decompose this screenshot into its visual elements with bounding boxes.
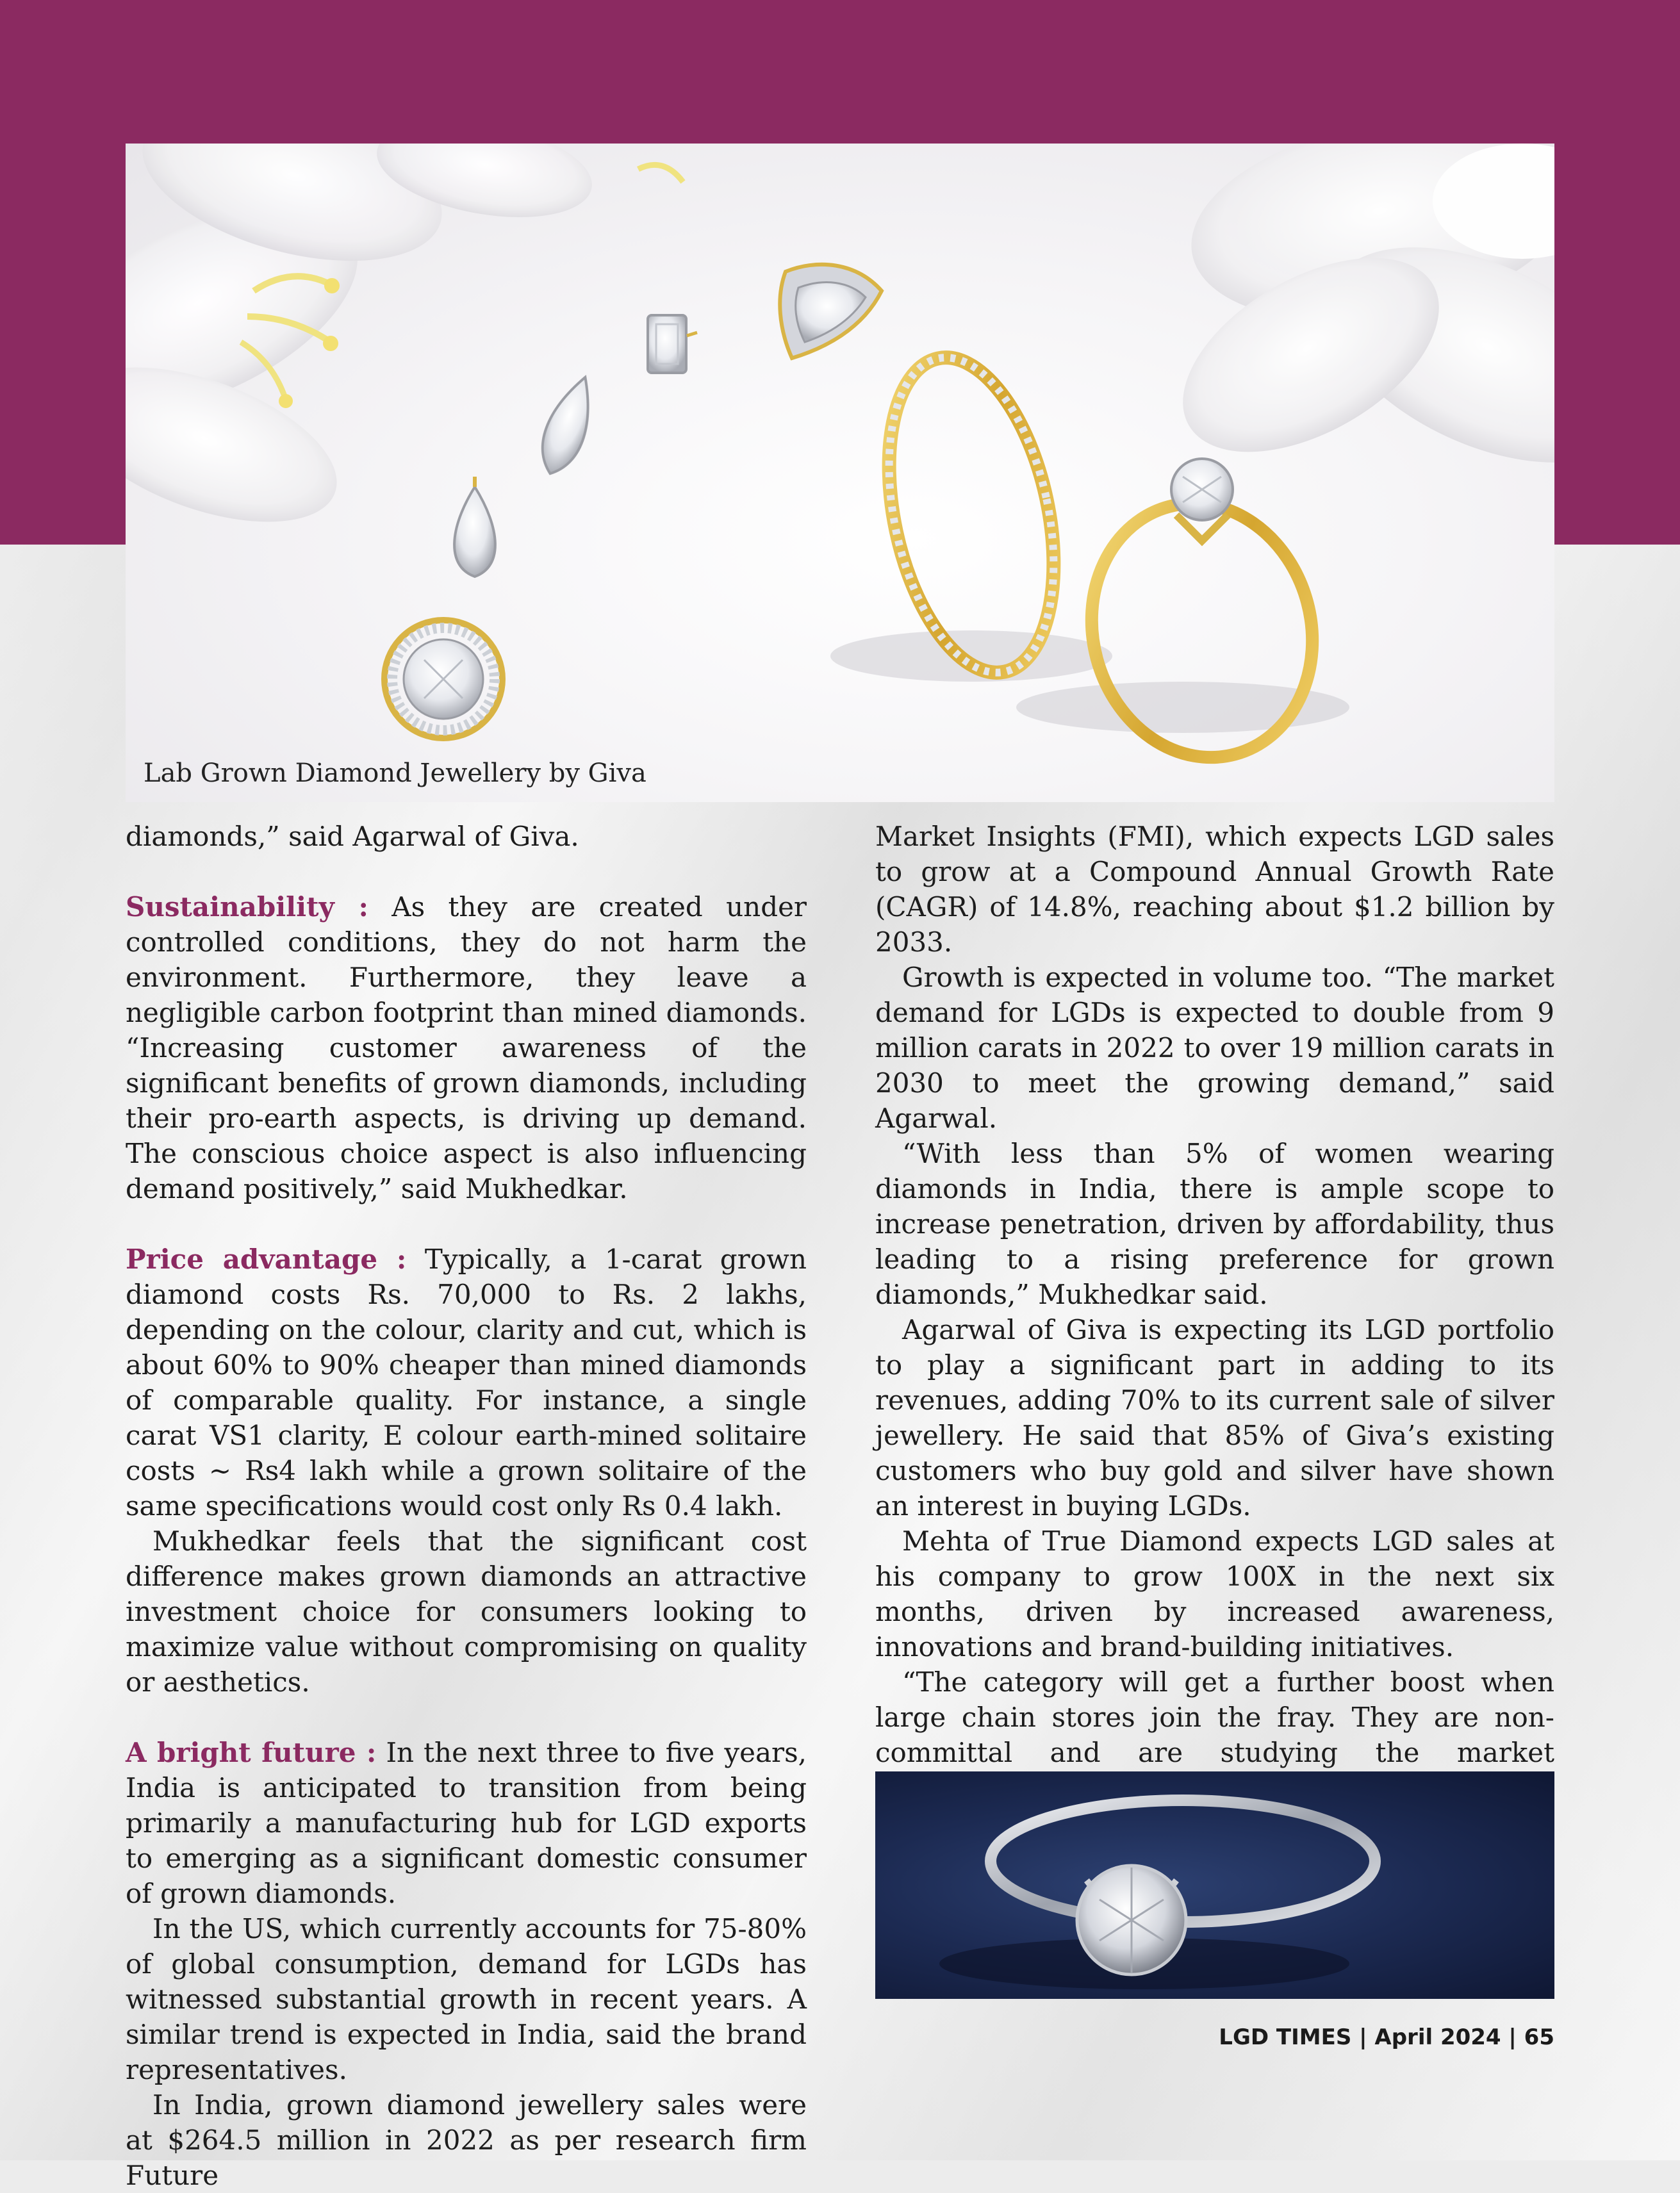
flower-left	[126, 144, 683, 553]
paragraph-sustainability	[126, 889, 807, 1206]
paragraph-future	[126, 1735, 807, 1911]
paragraph: Market Insights (FMI), which expects LGD sales to grow at a Compound Annual Growth Rate (CAGR) of 14.8%, reaching about $1.2 billion by 2033.	[875, 821, 1554, 958]
paragraph: Growth is expected in volume too. “The market demand for LGDs is expected to double from 9 million carats in 2022 to over 19 million carats in 2030 to meet the growing demand,” said Agarwal.	[875, 962, 1554, 1134]
paragraph: “The category will get a further boost when large chain stores join the fray. They are non-committal and are studying the market	[875, 1666, 1554, 1768]
section-head-sustainability: Sustainability :	[126, 891, 368, 923]
marquise-halo-earring	[780, 265, 882, 358]
section-head-price: Price advantage :	[126, 1244, 407, 1275]
section-head-future: A bright future :	[126, 1737, 377, 1768]
paragraph-text: Typically, a 1-carat grown diamond costs Rs. 70,000 to Rs. 2 lakhs, depending on the colour, clarity and cut, which is about 60% to 90% cheaper than mined diamonds of comparable quality. For instance, a single carat VS1 clarity, E colour earth-mined solitaire costs ~ Rs4 lakh while a grown solitaire of the same specifications would cost only Rs 0.4 lakh.	[126, 1244, 807, 1522]
pear-earring	[454, 477, 495, 577]
paragraph: Mukhedkar feels that the significant cost difference makes grown diamonds an attractive investment choice for consumers looking to maximize value without compromising on quality or aesthetics.	[126, 1525, 807, 1698]
round-earring	[384, 620, 502, 738]
jewellery-illustration	[126, 144, 1554, 802]
hero-photo	[126, 144, 1554, 802]
ring-photo	[875, 1771, 1554, 1999]
solitaire-ring	[1064, 459, 1340, 782]
article-column-right	[875, 819, 1554, 1876]
paragraph: Agarwal of Giva is expecting its LGD portfolio to play a significant part in adding to its revenues, adding 70% to its current sale of silver jewellery. He said that 85% of Giva’s existing customers who buy gold and silver have shown an interest in buying LGDs.	[875, 1314, 1554, 1522]
article-column-left	[126, 819, 807, 2193]
marquise-earring	[532, 371, 603, 480]
paragraph-text: As they are created under controlled conditions, they do not harm the environment. Furthermore, they leave a negligible carbon footprint than mined diamonds. “Increasing customer awareness of the significant benefits of grown diamonds, including their pro-earth aspects, is driving up demand. The conscious choice aspect is also influencing demand positively,” said Mukhedkar.	[126, 891, 807, 1204]
paragraph: Mehta of True Diamond expects LGD sales at his company to grow 100X in the next six months, driven by increased awareness, innovations and brand-building initiatives.	[875, 1525, 1554, 1663]
paragraph-price	[126, 1242, 807, 1524]
emerald-earring	[648, 315, 697, 373]
paragraph: In India, grown diamond jewellery sales were at $264.5 million in 2022 as per research firm Future	[126, 2089, 807, 2191]
flower-right	[1150, 144, 1554, 507]
paragraph: “With less than 5% of women wearing diamonds in India, there is ample scope to increase penetration, driven by affordability, thus leading to a rising preference for grown diamonds,” Mukhedkar said.	[875, 1138, 1554, 1310]
paragraph: In the US, which currently accounts for 75-80% of global consumption, demand for LGDs has witnessed substantial growth in recent years. A similar trend is expected in India, said the brand representatives.	[126, 1913, 807, 2085]
photo-caption: Lab Grown Diamond Jewellery by Giva	[144, 759, 646, 788]
page-footer: LGD TIMES | April 2024 | 65	[1219, 2025, 1554, 2050]
paragraph-text: In the next three to five years, India is anticipated to transition from being primarily a manufacturing hub for LGD exports to emerging as a significant domestic consumer of grown diamonds.	[126, 1737, 807, 1909]
ring-illustration	[875, 1771, 1554, 1999]
paragraph: diamonds,” said Agarwal of Giva.	[126, 821, 579, 852]
